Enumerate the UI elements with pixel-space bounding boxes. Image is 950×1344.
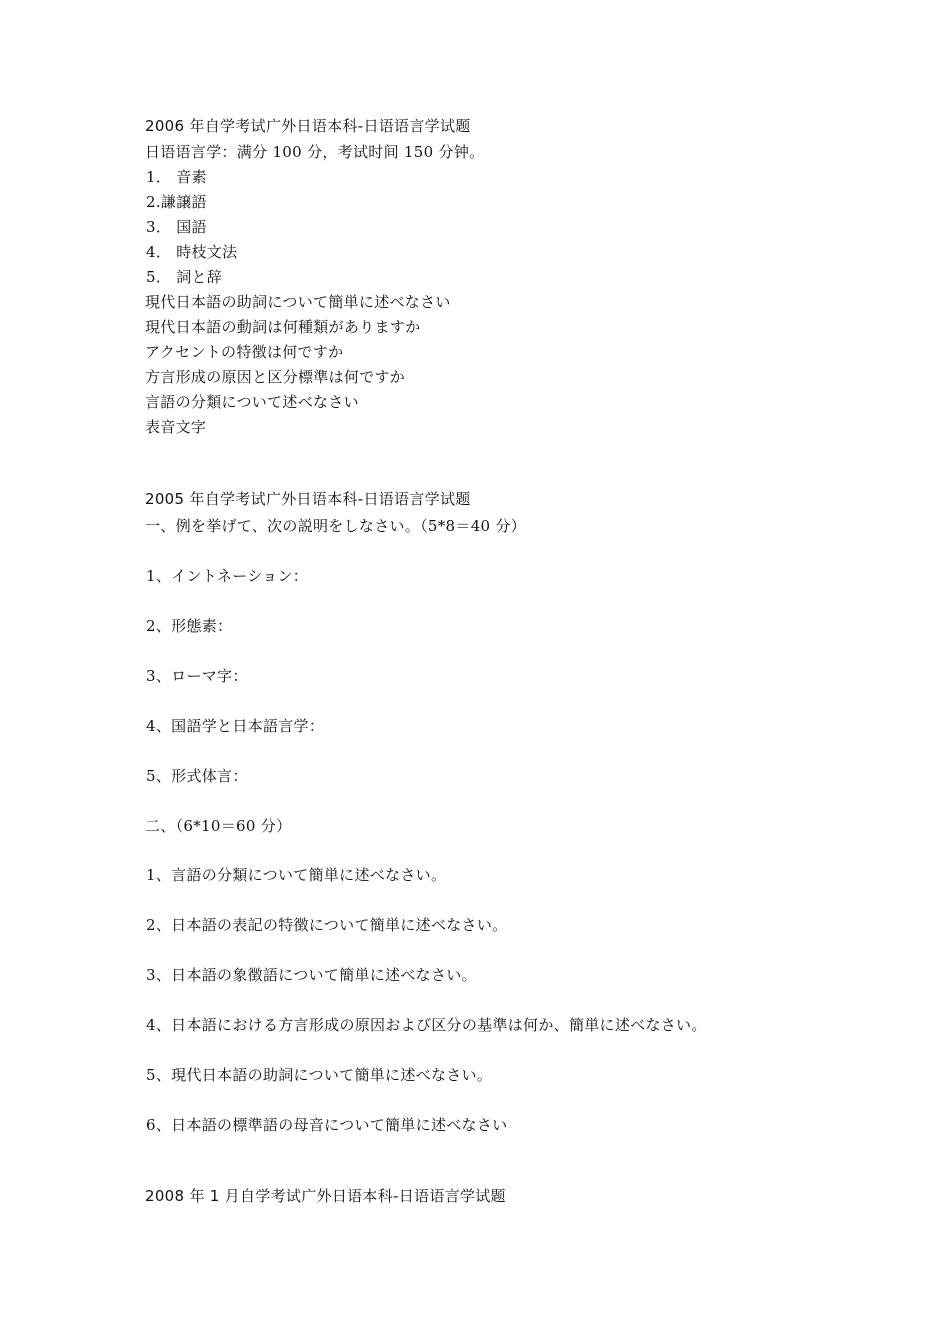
list-item: 4、日本語における方言形成の原因および区分の基準は何か、簡単に述べなさい。: [146, 1016, 707, 1034]
exam-info: 日语语言学：满分 100 分，考试时间 150 分钟。: [145, 143, 485, 161]
list-item: 4． 時枝文法: [146, 243, 238, 261]
part-heading: 二、（6*10＝60 分）: [145, 817, 292, 835]
section-title-2005: 2005 年自学考试广外日语本科-日语语言学试题: [145, 490, 471, 508]
list-item: 1． 音素: [146, 168, 207, 186]
list-item: 2、形態素：: [146, 617, 233, 635]
list-item: 3、ローマ字：: [146, 667, 248, 685]
question-line: 言語の分類について述べなさい: [145, 393, 359, 411]
list-item: 5、形式体言：: [146, 767, 248, 785]
section-title-2006: 2006 年自学考试广外日语本科-日语语言学试题: [145, 117, 471, 135]
question-line: 現代日本語の助詞について簡単に述べなさい: [145, 293, 451, 311]
list-item: 1、言語の分類について簡単に述べなさい。: [146, 866, 447, 884]
list-item: 4、国語学と日本語言学：: [146, 717, 325, 735]
question-line: 現代日本語の動詞は何種類がありますか: [145, 318, 421, 336]
list-item: 6、日本語の標準語の母音について簡単に述べなさい: [146, 1116, 508, 1134]
list-item: 2、日本語の表記の特徴について簡単に述べなさい。: [146, 916, 508, 934]
list-item: 2.謙譲語: [146, 193, 207, 211]
list-item: 5、現代日本語の助詞について簡単に述べなさい。: [146, 1066, 493, 1084]
part-heading: 一、例を挙げて、次の説明をしなさい。（5*8＝40 分）: [145, 517, 527, 535]
list-item: 3、日本語の象徴語について簡単に述べなさい。: [146, 966, 477, 984]
question-line: 方言形成の原因と区分標準は何ですか: [145, 368, 406, 386]
list-item: 5． 詞と辞: [146, 268, 223, 286]
section-title-2008: 2008 年 1 月自学考试广外日语本科-日语语言学试题: [145, 1187, 506, 1205]
question-line: 表音文字: [145, 418, 207, 436]
list-item: 1、イントネーション：: [146, 567, 309, 585]
list-item: 3． 国語: [146, 218, 207, 236]
question-line: アクセントの特徴は何ですか: [145, 343, 344, 361]
